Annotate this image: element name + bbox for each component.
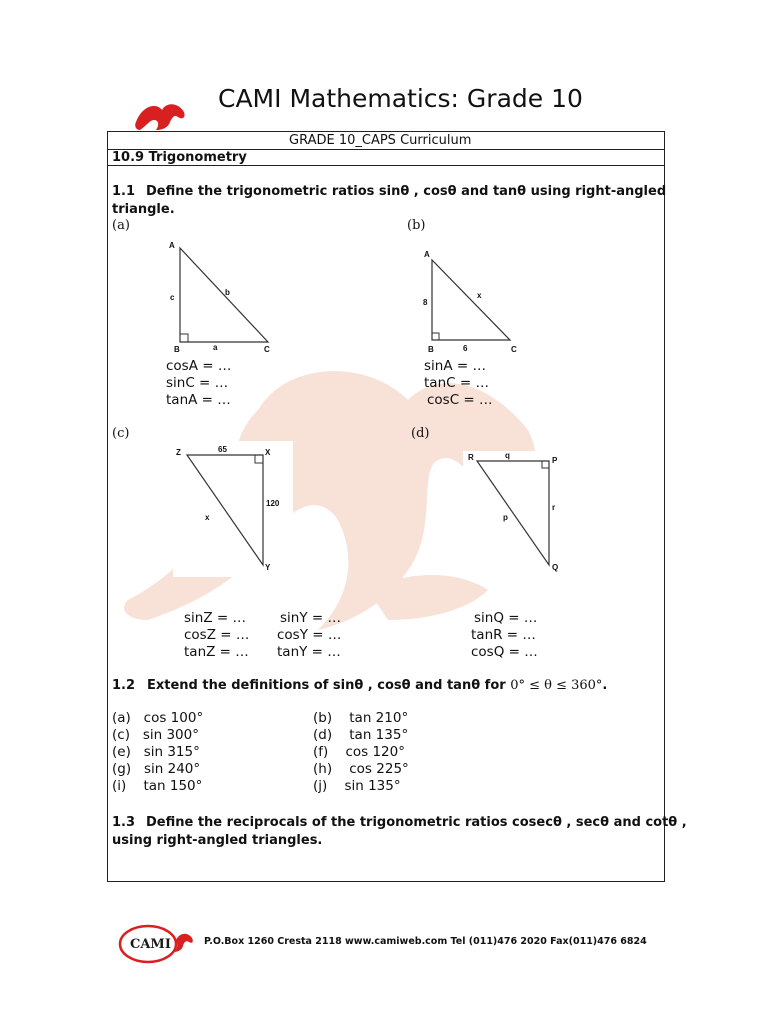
triangle-a-vertex-c: C [264,345,270,354]
triangle-b-tag: (b) [407,218,426,233]
q1-1-text-line2: triangle. [112,202,175,217]
triangle-c-vertex-z: Z [176,448,181,457]
triangle-d-eq-tanr: tanR = … [471,627,536,643]
q1-3-number: 1.3 [112,815,136,830]
triangle-d-tag: (d) [411,426,430,441]
triangle-a-side-c: c [170,293,175,302]
triangle-c-vertex-x: X [265,448,271,457]
triangle-a-diagram [160,238,285,358]
q1-2-range: 0° ≤ θ ≤ 360° [510,678,603,693]
triangle-c-eq-tanz: tanZ = … [184,644,249,660]
triangle-d-side-rp: q [505,451,510,460]
triangle-c-eq-sinz: sinZ = … [184,610,246,626]
triangle-a-eq-sinc: sinC = … [166,375,229,391]
q1-2-left-list [112,710,203,795]
triangle-a-vertex-b: B [174,345,180,354]
triangle-a-eq-cosa: cosA = … [166,358,232,374]
q1-2-text: Extend the definitions of sinθ , cosθ and tanθ for [147,678,511,693]
triangle-d-diagram [463,451,565,577]
triangle-a-tag: (a) [112,218,130,233]
triangle-b-side-bc: 6 [463,344,468,353]
triangle-a-vertex-a: A [169,241,175,250]
q1-2-right-list [313,710,409,795]
list-item: (i) tan 150° [112,778,203,794]
triangle-a-eq-tana: tanA = … [166,392,231,408]
q1-1-text-line1: Define the trigonometric ratios sinθ , cosθ and tanθ using right-angled [146,184,667,199]
triangle-c-side-zx: 65 [218,445,227,454]
triangle-c-eq-tany: tanY = … [277,644,341,660]
triangle-c-tag: (c) [112,426,130,441]
list-item: (a) cos 100° [112,710,204,726]
list-item: (d) tan 135° [313,727,409,743]
triangle-c-diagram [173,441,293,577]
footer-cami-logo [116,922,200,966]
footer-contact: P.O.Box 1260 Cresta 2118 www.camiweb.com Tel (011)476 2020 Fax(011)476 6824 [204,936,647,947]
list-item: (e) sin 315° [112,744,200,760]
triangle-d-side-pq: r [552,503,556,512]
section-heading: 10.9 Trigonometry [112,150,247,165]
triangle-b-eq-cosc: cosC = … [427,392,493,408]
cami-camel-logo [132,96,188,134]
triangle-d-side-rq: p [503,513,508,522]
q1-3-text-line1: Define the reciprocals of the trigonometric ratios cosecθ , secθ and cotθ , [146,815,687,830]
triangle-b-vertex-a: A [424,250,430,259]
triangle-d-eq-sinq: sinQ = … [474,610,538,626]
list-item: (j) sin 135° [313,778,401,794]
triangle-d-vertex-r: R [468,453,474,462]
triangle-b-vertex-c: C [511,345,517,354]
triangle-c-eq-cosz: cosZ = … [184,627,250,643]
list-item: (b) tan 210° [313,710,409,726]
triangle-b-eq-sina: sinA = … [424,358,486,374]
q1-2-end: . [602,678,608,693]
list-item: (h) cos 225° [313,761,409,777]
triangle-a-side-b: b [225,288,230,297]
list-item: (f) cos 120° [313,744,405,760]
triangle-c-side-xy: 120 [266,499,280,508]
curriculum-heading: GRADE 10_CAPS Curriculum [289,133,472,148]
footer-logo-text: CAMI [130,937,171,952]
q1-2-line [147,678,607,693]
q1-3-text-line2: using right-angled triangles. [112,833,323,848]
triangle-a-side-a: a [213,343,218,352]
triangle-d-vertex-q: Q [552,563,559,572]
list-item: (g) sin 240° [112,761,201,777]
q1-1-number: 1.1 [112,184,136,199]
triangle-d-eq-cosq: cosQ = … [471,644,538,660]
triangle-b-side-ac: x [477,291,482,300]
triangle-d-vertex-p: P [552,456,558,465]
triangle-c-side-zy: x [205,513,210,522]
triangle-b-diagram [418,248,528,353]
triangle-c-eq-cosy: cosY = … [277,627,342,643]
triangle-b-eq-tanc: tanC = … [424,375,489,391]
triangle-c-vertex-y: Y [265,563,271,572]
triangle-c-eq-siny: sinY = … [280,610,341,626]
triangle-b-vertex-b: B [428,345,434,354]
triangle-b-side-ab: 8 [423,298,428,307]
page-title: CAMI Mathematics: Grade 10 [218,84,583,113]
q1-2-number: 1.2 [112,678,136,693]
list-item: (c) sin 300° [112,727,199,743]
